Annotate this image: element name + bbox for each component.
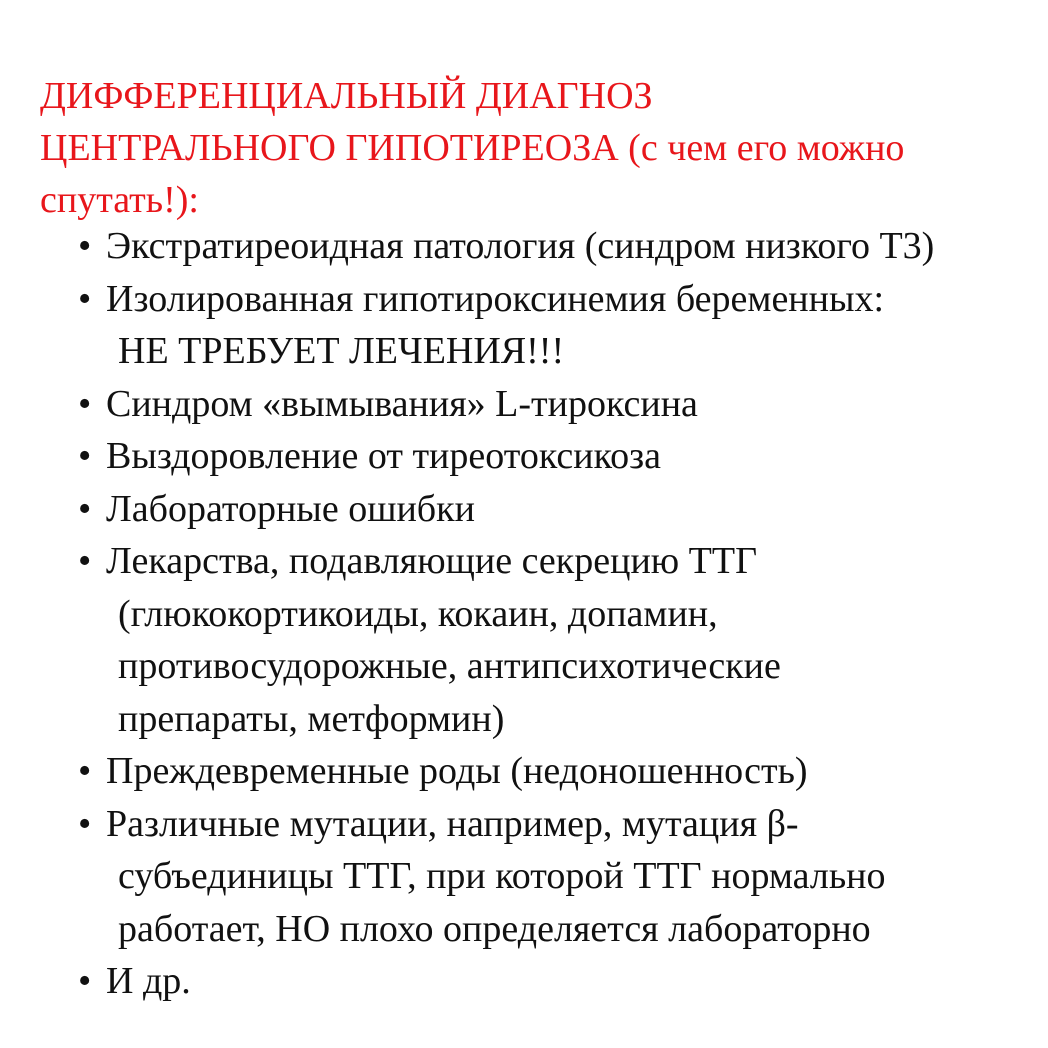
item-text: Лекарства, подавляющие секрецию ТТГ: [106, 540, 758, 582]
item-text: И др.: [106, 960, 191, 1002]
heading-line: ДИФФЕРЕНЦИАЛЬНЫЙ ДИАГНОЗ: [40, 75, 653, 117]
item-text: Изолированная гипотироксинемия беременных:: [106, 277, 885, 320]
item-text: Синдром «вымывания» L-тироксина: [106, 382, 698, 425]
bullet-icon: •: [78, 540, 92, 582]
item-text-continuation: противосудорожные, антипсихотические: [118, 645, 781, 687]
list-item: [78, 483, 1038, 536]
item-text: Выздоровление от тиреотоксикоза: [106, 435, 661, 477]
list-item: [78, 273, 1038, 378]
list-item: [78, 535, 1038, 745]
bullet-icon: •: [78, 487, 92, 530]
item-text-continuation: НЕ ТРЕБУЕТ ЛЕЧЕНИЯ!!!: [118, 330, 565, 372]
slide-heading: [40, 70, 1030, 226]
bullet-icon: •: [78, 960, 92, 1002]
list-item: [78, 220, 1038, 273]
bullet-icon: •: [78, 435, 92, 477]
item-text-continuation: субъединицы ТТГ, при которой ТТГ нормально: [118, 855, 886, 897]
list-item: [78, 430, 1038, 483]
list-item: [78, 798, 1038, 956]
bullet-list: [78, 220, 1038, 1008]
item-text-continuation: работает, НО плохо определяется лабораторно: [118, 907, 871, 950]
list-item: [78, 955, 1038, 1008]
item-text: Различные мутации, например, мутация β-: [106, 802, 799, 845]
bullet-icon: •: [78, 382, 92, 425]
item-text: Лабораторные ошибки: [106, 487, 475, 530]
heading-line: спутать!):: [40, 179, 199, 221]
item-text-continuation: (глюкокортикоиды, кокаин, допамин,: [118, 592, 718, 635]
bullet-icon: •: [78, 225, 92, 267]
item-text: Преждевременные роды (недоношенность): [106, 750, 808, 792]
bullet-icon: •: [78, 277, 92, 320]
bullet-icon: •: [78, 750, 92, 792]
bullet-icon: •: [78, 802, 92, 845]
list-item: [78, 745, 1038, 798]
list-item: [78, 378, 1038, 431]
item-text: Экстратиреоидная патология (синдром низкого Т3): [106, 225, 935, 267]
item-text-continuation: препараты, метформин): [118, 697, 505, 740]
heading-line: ЦЕНТРАЛЬНОГО ГИПОТИРЕОЗА (с чем его можно: [40, 127, 905, 169]
